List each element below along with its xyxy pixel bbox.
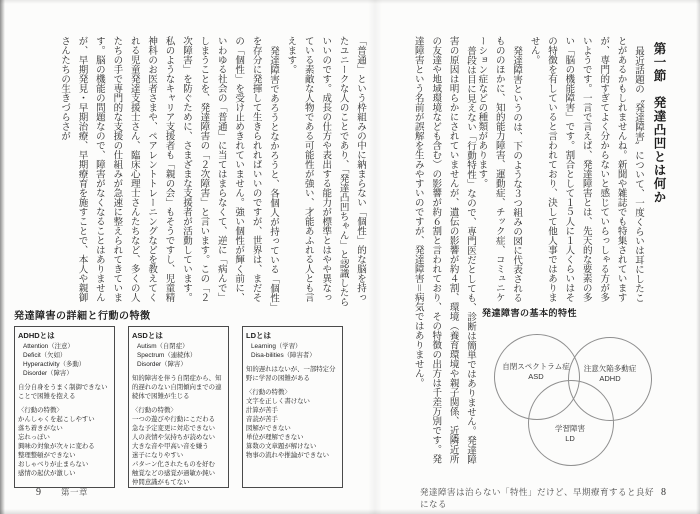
features-heading: 〈行動の特徴〉 [18, 407, 63, 414]
feature-line: 興味の対象が次々に変わる [18, 443, 95, 450]
body-paragraph: 発達障害であろうとなかろうと、各個人が持っている「個性」を存分に発揮して生きられればいいのですが、世界は、まだその「個性」を受け止めきれていません。強い個性が輝く前に、いわゆる社会の「普通」に当てはまらなくて、逆に「病んで」しまうことを、発達障害の「２次障害」と言います。この「２次障害」を防ぐために、さまざまな支援者が活動しています。私のようなキャリア支援者も「親の会」もそうですし、児童精神科のお医者さまや、ペアレントトレーニングなどを教えてくれる児童発達支援士さん、臨床心理士さんたちなど、多くの人たちの手で専門的な支援の仕組みが急速に整えられてきています。脳の機能の問題なので、障害がなくなることはありませんが、早期発見・早期治療、早期療育を施すことで、本人や親御さんたちの生きづらさが [59, 36, 278, 307]
asd-box [128, 326, 229, 488]
feature-line: 整理整頓ができない [18, 452, 76, 459]
feature-line: 一つの遊びや行動にこだわる [132, 416, 216, 423]
page-edge-shadow-top [0, 0, 700, 4]
page-edge-shadow-left [0, 0, 5, 514]
page8-footer [420, 486, 666, 510]
page-number: 8 [661, 487, 666, 498]
acronym-list [246, 342, 340, 360]
feature-line: 大きな音や甲高い音を嫌う [132, 443, 209, 450]
page-edge-shadow-bottom [0, 509, 700, 514]
acronym-line: Learning（学習） [251, 343, 302, 350]
venn-label-abbr: LD [565, 434, 575, 443]
body-paragraph: 「普通」という枠組みの中に納まらない「個性」的な脳を持ったユニークな人のことであり、「発達凸凹ちゃん」と認識したらいいのです。成長の仕方や表出する能力が標準とはやや異なっている素敵な人物である可能性が強い、才能あふれる人とも言えます。 [285, 36, 365, 307]
body-paragraph: 普段は目に見えない「行動特性」なので、専門医だとしても、診断は簡単ではありません。発達障害の原因は明らかにされていませんが、遺伝の影響が約４割、環境（養育環境や親子関係、近隣近所の友達や地域環境なども含む）の影響が約６割と言われており、その特徴の出方は千差万別です。発達障害という名前が誤解を生みやすいのですが、発達障害＝病気ではありません。 [412, 36, 475, 464]
box-title: ASDとは [132, 331, 163, 340]
features-list [18, 415, 112, 478]
box-description: 知的障害を伴う自閉症から、知的遅れのない自閉傾向までの連続体で困難が生じる [132, 375, 222, 400]
feature-line: パターン化されたものを好む [132, 461, 215, 468]
feature-line: 単位が理解できない [246, 434, 304, 441]
acronym-line: Deficit（欠如） [23, 352, 67, 359]
acronym-line: Spectrum（連続体） [137, 352, 197, 359]
page-edge-shadow-right [696, 0, 700, 514]
venn-label-text: 自閉スペクトラム症 [502, 362, 570, 371]
features-list [246, 397, 340, 460]
box-title: ADHDとは [18, 331, 55, 340]
venn-figure-title: 発達障害の基本的特性 [482, 308, 578, 318]
feature-line: 忘れっぽい [18, 434, 50, 441]
acronym-line: Disorder（障害） [137, 361, 187, 368]
feature-line: 迷子になりやすい [132, 452, 184, 459]
page-number: 9 [36, 487, 41, 498]
box-description: 自分自身をうまく制御できないことで困難を抱える [18, 384, 108, 400]
disorder-detail-boxes [14, 326, 343, 488]
feature-line: 図解ができない [246, 425, 291, 432]
feature-line: 急な予定変更に対応できない [132, 425, 216, 432]
page9-body-text [28, 36, 368, 310]
feature-line: 算数の文章題が解けない [246, 443, 317, 450]
venn-label-abbr: ADHD [599, 374, 621, 383]
feature-line: 落ち着きがない [18, 425, 63, 432]
page-gutter-shadow [368, 0, 382, 514]
page9-footer [36, 486, 88, 498]
venn-label-abbr: ASD [528, 372, 544, 381]
chapter-label: 第一章 [61, 487, 89, 497]
adhd-box [14, 326, 115, 488]
detail-section-title: 発達障害の詳細と行動の特徴 [14, 311, 151, 322]
feature-line: 音読が苦手 [246, 416, 278, 423]
adhd-venn-label [560, 364, 660, 384]
acronym-line: Disa-bilities（障害者） [251, 352, 316, 359]
venn-label-text: 注意欠陥多動症 [583, 364, 637, 373]
acronym-line: Disorder（障害） [23, 370, 73, 377]
feature-line: 触覚などの感覚が過敏か鈍い [132, 470, 216, 477]
body-paragraph: 発達障害というのは、下のような３つ組みの図に代表されるもののほかに、知的能力障害、運動症、チック症、コミュニケーション症などの種類があります。 [476, 36, 522, 302]
acronym-line: Hyperactivity（多動） [23, 361, 86, 368]
acronym-line: Attention（注意） [23, 343, 74, 350]
feature-line: 仲間意識がもてない [132, 479, 190, 486]
feature-line: 計算が苦手 [246, 407, 278, 414]
body-paragraph: 最近話題の〝発達障害〟について、一度くらいは耳にしたことがあるかもしれませんね。新聞や雑誌でも特集されていますが、専門的すぎてよく分からないと感じていらっしゃる方が多いようです。一言で言えば、発達障害とは、先天的な要素の多い「脳の機能障害」です。割合として１５人に１人くらいはその特徴を有していると言われており、決して他人事ではありません。 [528, 36, 643, 302]
acronym-list [132, 342, 226, 369]
feature-line: 人の表情や気持ちが読めない [132, 434, 216, 441]
features-list [132, 415, 226, 487]
feature-line: かんしゃくを起こしやすい [18, 416, 95, 423]
page8-body-text-left [392, 36, 478, 472]
box-description: 知的遅れはないが、一部特定分野に学習の困難がある [246, 366, 336, 382]
ld-venn-circle [528, 380, 614, 466]
ld-venn-label [520, 424, 620, 444]
feature-line: 感情の起伏が激しい [18, 470, 76, 477]
ld-box [242, 326, 343, 488]
features-heading: 〈行動の特徴〉 [246, 389, 291, 396]
feature-line: 物事の流れや推論ができない [246, 452, 330, 459]
acronym-list [18, 342, 112, 378]
features-heading: 〈行動の特徴〉 [132, 407, 177, 414]
page8-body-text-upper [478, 36, 646, 310]
venn-label-text: 学習障害 [555, 424, 585, 433]
feature-line: 文字を正しく書けない [246, 398, 310, 405]
chapter-section-heading: 第一節 発達凸凹とは何か [652, 42, 666, 204]
running-title: 発達障害は治らない「特性」だけど、早期療育すると良好になる [420, 487, 655, 509]
acronym-line: Autism（自閉症） [137, 343, 189, 350]
box-title: LDとは [246, 331, 271, 340]
feature-line: おしゃべりが止まらない [18, 461, 89, 468]
